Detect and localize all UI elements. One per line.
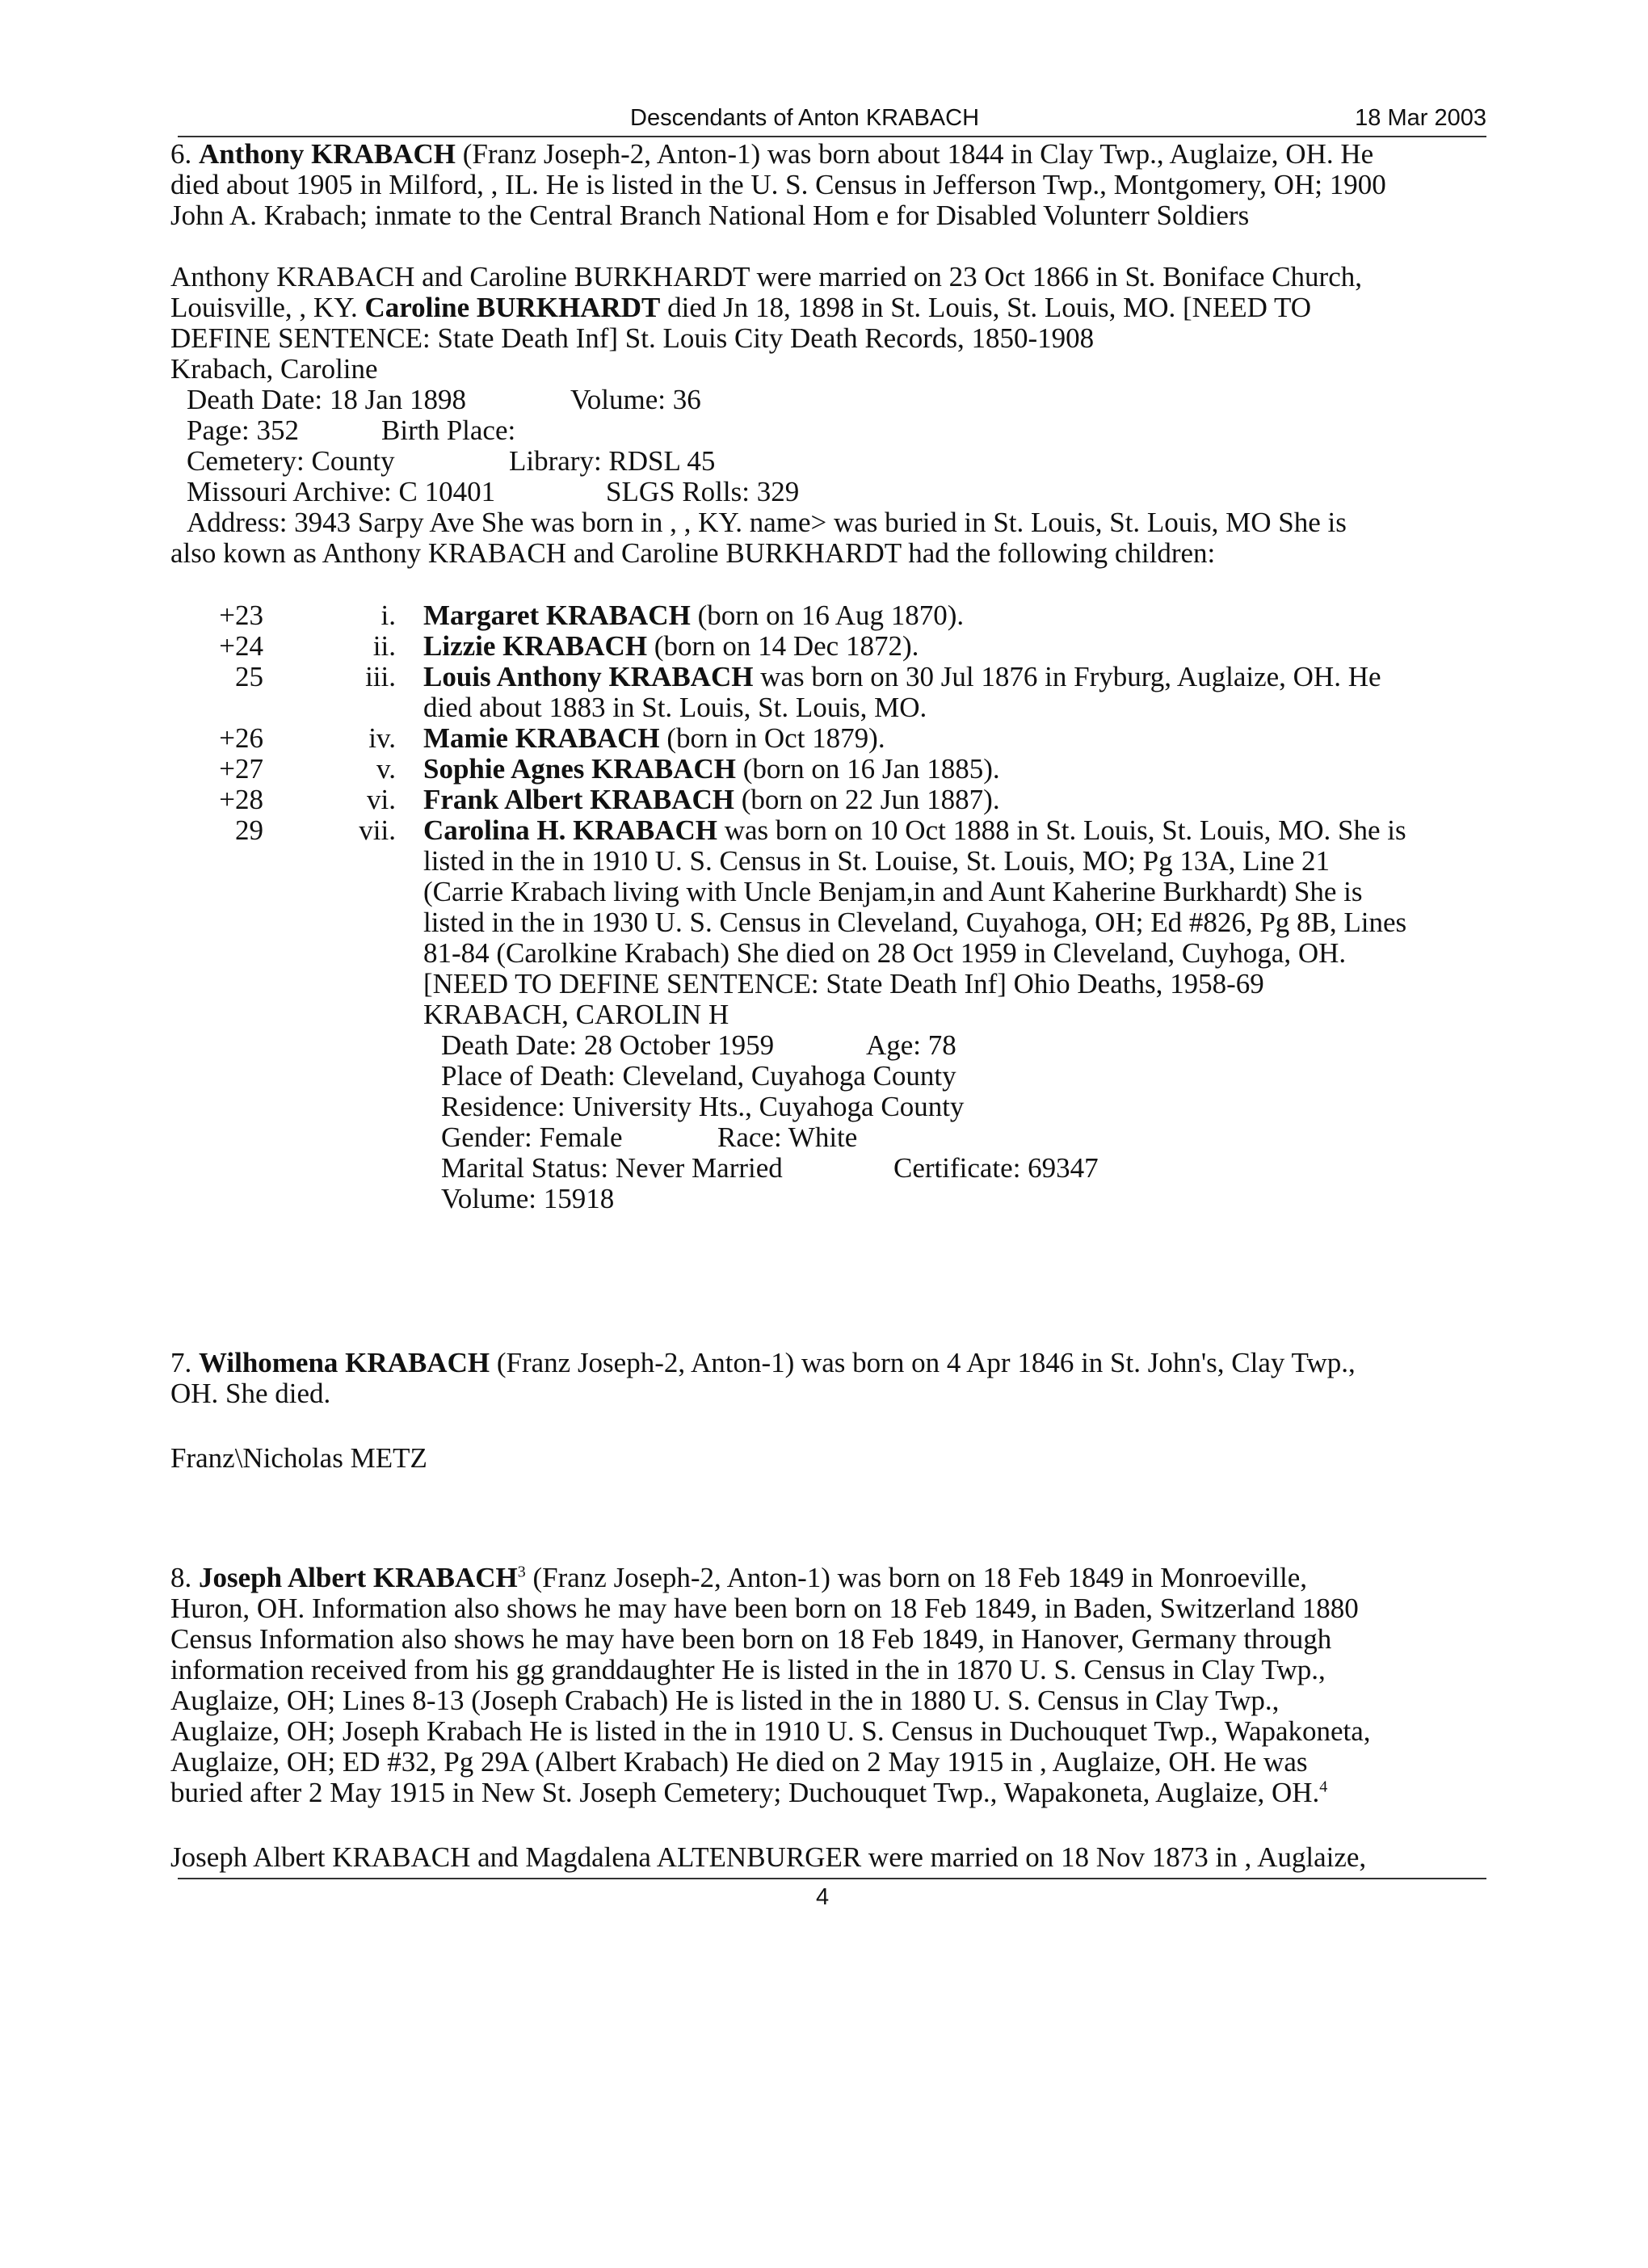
entry-8-number: 8. [170,1562,192,1593]
carolina-line-2: (Carrie Krabach living with Uncle Benjam,in and Aunt Kaherine Burkhardt) She is [423,876,1363,907]
record-cemetery: Cemetery: County [187,445,395,477]
child-6-roman: vi. [367,784,396,815]
child-1-name: Margaret KRABACH [423,600,691,631]
marriage-line-2-a: Louisville, , KY. [170,292,365,323]
child-6 [423,785,1000,815]
spouse-name: Caroline BURKHARDT [364,292,661,323]
page-number: 4 [816,1884,830,1910]
child-3-name: Louis Anthony KRABACH [423,661,754,692]
record-also: also kown as Anthony KRABACH and Caroline BURKHARDT had the following children: [170,537,1216,569]
child-3-number: 25 [235,661,263,692]
carolina-age: Age: 78 [866,1029,956,1061]
child-4-text: (born in Oct 1879). [659,722,885,754]
entry-7-line-1 [170,1348,1356,1378]
carolina-place: Place of Death: Cleveland, Cuyahoga County [441,1060,956,1092]
record-name: Krabach, Caroline [170,353,378,385]
child-4-name: Mamie KRABACH [423,722,660,754]
record-library: Library: RDSL 45 [509,445,716,477]
entry-8-line-3: Census Information also shows he may have been born on 18 Feb 1849, in Hanover, Germany through [170,1623,1332,1655]
header-date: 18 Mar 2003 [1355,105,1486,131]
record-page: Page: 352 [187,414,300,446]
child-2-roman: ii. [372,630,396,662]
entry-6-line-3: John A. Krabach; inmate to the Central Branch National Hom e for Disabled Volunterr Soldiers [170,200,1250,231]
entry-8-line-5: Auglaize, OH; Lines 8-13 (Joseph Crabach) He is listed in the in 1880 U. S. Census in Clay Twp., [170,1685,1280,1716]
carolina-line-4: 81-84 (Carolkine Krabach) She died on 28 Oct 1959 in Cleveland, Cuyhoga, OH. [423,937,1347,969]
entry-7-line-2: OH. She died. [170,1378,331,1409]
child-2-number: +24 [219,630,263,662]
entry-6-line-1-text: (Franz Joseph-2, Anton-1) was born about 1844 in Clay Twp., Auglaize, OH. He [455,138,1374,170]
marriage-line-2-b: died Jn 18, 1898 in St. Louis, St. Louis, MO. [NEED TO [660,292,1312,323]
child-1-number: +23 [219,600,263,631]
carolina-death-date: Death Date: 28 October 1959 [441,1029,775,1061]
record-address: Address: 3943 Sarpy Ave She was born in , , KY. name> was buried in St. Louis, St. Louis, MO She is [187,507,1347,538]
carolina-volume: Volume: 15918 [441,1183,615,1214]
carolina-line-1: listed in the in 1910 U. S. Census in St. Louise, St. Louis, MO; Pg 13A, Line 21 [423,845,1330,877]
entry-8-line-7: Auglaize, OH; ED #32, Pg 29A (Albert Krabach) He died on 2 May 1915 in , Auglaize, OH. He was [170,1746,1308,1778]
entry-8-line-8 [170,1778,1327,1808]
record-archive: Missouri Archive: C 10401 [187,476,496,507]
carolina-gender: Gender: Female [441,1121,623,1153]
child-7-roman: vii. [359,814,396,846]
entry-8-name: Joseph Albert KRABACH [199,1562,518,1593]
child-3-text: was born on 30 Jul 1876 in Fryburg, Auglaize, OH. He [753,661,1381,692]
child-7 [423,815,1406,846]
header-rule [178,136,1486,137]
child-3-continuation: died about 1883 in St. Louis, St. Louis, MO. [423,692,927,723]
entry-7-name: Wilhomena KRABACH [199,1347,490,1378]
child-1-roman: i. [380,600,396,631]
entry-6-number: 6. [170,138,192,170]
child-6-number: +28 [219,784,263,815]
child-2-name: Lizzie KRABACH [423,630,648,662]
carolina-line-3: listed in the in 1930 U. S. Census in Cleveland, Cuyahoga, OH; Ed #826, Pg 8B, Lines [423,907,1407,938]
entry-6-name: Anthony KRABACH [199,138,456,170]
entry-8-marriage: Joseph Albert KRABACH and Magdalena ALTENBURGER were married on 18 Nov 1873 in , Auglaize, [170,1841,1367,1873]
marriage-line-1: Anthony KRABACH and Caroline BURKHARDT were married on 23 Oct 1866 in St. Boniface Church, [170,261,1362,292]
entry-8-line-6: Auglaize, OH; Joseph Krabach He is listed in the in 1910 U. S. Census in Duchouquet Twp., Wapakoneta, [170,1715,1371,1747]
child-7-name: Carolina H. KRABACH [423,814,717,846]
carolina-line-5: [NEED TO DEFINE SENTENCE: State Death Inf] Ohio Deaths, 1958-69 [423,968,1264,999]
marriage-line-3: DEFINE SENTENCE: State Death Inf] St. Louis City Death Records, 1850-1908 [170,322,1095,354]
record-death-date: Death Date: 18 Jan 1898 [187,384,467,415]
child-3 [423,662,1381,692]
child-4-number: +26 [219,722,263,754]
child-4-roman: iv. [368,722,396,754]
entry-8-line-1 [170,1563,1307,1593]
child-5-name: Sophie Agnes KRABACH [423,753,737,785]
entry-8-footnote-ref-2: 4 [1319,1778,1328,1796]
child-5-text: (born on 16 Jan 1885). [736,753,1000,785]
entry-8-line-2: Huron, OH. Information also shows he may have been born on 18 Feb 1849, in Baden, Switzerland 1880 [170,1593,1359,1624]
child-6-name: Frank Albert KRABACH [423,784,734,815]
entry-8-line-4: information received from his gg granddaughter He is listed in the in 1870 U. S. Census in Clay Twp., [170,1654,1326,1685]
entry-6-line-1 [170,139,1373,170]
child-1 [423,600,964,631]
child-7-number: 29 [235,814,263,846]
entry-7-spouse: Franz\Nicholas METZ [170,1442,427,1474]
footer-rule [178,1878,1486,1879]
marriage-line-2 [170,292,1311,323]
carolina-residence: Residence: University Hts., Cuyahoga County [441,1091,965,1122]
child-5-number: +27 [219,753,263,785]
entry-8-footnote-ref: 3 [517,1563,526,1581]
child-3-roman: iii. [365,661,396,692]
record-birth-place: Birth Place: [381,414,516,446]
record-volume: Volume: 36 [570,384,701,415]
carolina-line-6: KRABACH, CAROLIN H [423,999,729,1030]
header-title: Descendants of Anton KRABACH [630,105,980,131]
entry-8-line-8-text: buried after 2 May 1915 in New St. Joseph Cemetery; Duchouquet Twp., Wapakoneta, Auglaize, OH. [170,1777,1320,1808]
entry-6-line-2: died about 1905 in Milford, , IL. He is listed in the U. S. Census in Jefferson Twp., Montgomery, OH; 1900 [170,169,1386,200]
record-slgs: SLGS Rolls: 329 [606,476,800,507]
page-header [178,102,1486,137]
carolina-certificate: Certificate: 69347 [893,1152,1099,1184]
child-5-roman: v. [376,753,396,785]
carolina-race: Race: White [717,1121,858,1153]
carolina-marital: Marital Status: Never Married [441,1152,783,1184]
child-4 [423,723,885,754]
child-2 [423,631,919,662]
child-6-text: (born on 22 Jun 1887). [734,784,1000,815]
child-5 [423,754,1000,785]
entry-7-line-1-text: (Franz Joseph-2, Anton-1) was born on 4 Apr 1846 in St. John's, Clay Twp., [490,1347,1356,1378]
entry-8-line-1-text: (Franz Joseph-2, Anton-1) was born on 18 Feb 1849 in Monroeville, [525,1562,1307,1593]
entry-7-number: 7. [170,1347,192,1378]
child-2-text: (born on 14 Dec 1872). [647,630,919,662]
child-7-text: was born on 10 Oct 1888 in St. Louis, St. Louis, MO. She is [717,814,1406,846]
child-1-text: (born on 16 Aug 1870). [690,600,965,631]
